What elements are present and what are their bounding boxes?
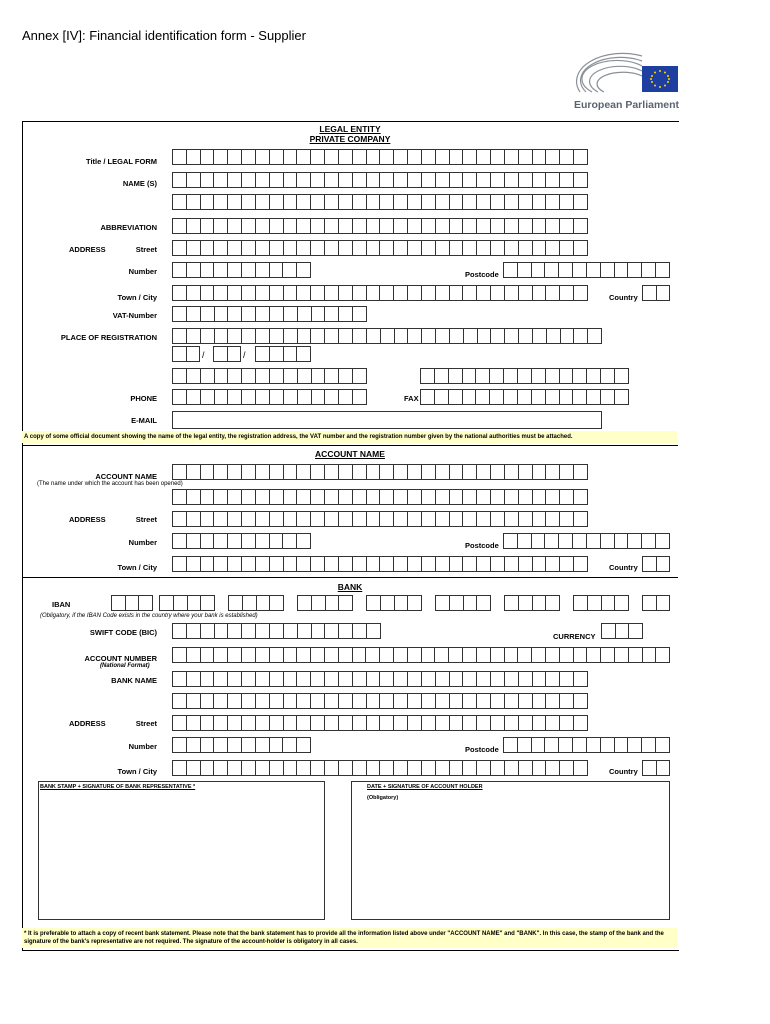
bank-town-city-field[interactable] bbox=[172, 760, 588, 776]
swift-field[interactable] bbox=[172, 623, 381, 639]
town-city-label: Town / City bbox=[117, 293, 157, 302]
bank-account-number-field[interactable] bbox=[172, 647, 670, 663]
iban-group-3[interactable] bbox=[228, 595, 284, 611]
legal-entity-note: A copy of some official document showing the name of the legal entity, the registration address, the VAT number and the registration number given by the national authorities must be attached. bbox=[22, 431, 677, 443]
fax-field[interactable] bbox=[420, 389, 629, 405]
title-legal-form-label: Title / LEGAL FORM bbox=[86, 157, 157, 166]
iban-label: IBAN bbox=[52, 600, 71, 609]
bank-name-label: BANK NAME bbox=[111, 676, 157, 685]
account-address-label: ADDRESS bbox=[69, 515, 106, 524]
currency-field[interactable] bbox=[601, 623, 643, 639]
iban-group-2[interactable] bbox=[159, 595, 215, 611]
signature-sublabel: (Obligatory) bbox=[367, 795, 399, 801]
bank-street-field[interactable] bbox=[172, 715, 588, 731]
iban-group-8[interactable] bbox=[573, 595, 629, 611]
phone-field[interactable] bbox=[172, 389, 367, 405]
bank-country-label: Country bbox=[609, 767, 638, 776]
place-of-registration-label: PLACE OF REGISTRATION bbox=[60, 333, 157, 342]
account-postcode-field[interactable] bbox=[503, 533, 670, 549]
registration-year-field[interactable] bbox=[255, 346, 311, 362]
iban-group-9[interactable] bbox=[642, 595, 670, 611]
iban-group-1[interactable] bbox=[111, 595, 153, 611]
account-name-heading: ACCOUNT NAME bbox=[315, 449, 385, 459]
logo-text: European Parliament bbox=[574, 99, 680, 111]
title-legal-form-field[interactable] bbox=[172, 149, 588, 165]
bank-name-field-2[interactable] bbox=[172, 693, 588, 709]
european-parliament-logo bbox=[572, 48, 682, 114]
bank-postcode-label: Postcode bbox=[465, 745, 499, 754]
fax-label: FAX bbox=[404, 394, 419, 403]
page-title: Annex [IV]: Financial identification form - Supplier bbox=[22, 28, 306, 43]
account-name-field-1[interactable] bbox=[172, 464, 588, 480]
vat-number-field[interactable] bbox=[172, 306, 367, 322]
bank-number-field[interactable] bbox=[172, 737, 311, 753]
account-country-field[interactable] bbox=[642, 556, 670, 572]
name-field-2[interactable] bbox=[172, 194, 588, 210]
place-of-registration-field[interactable] bbox=[172, 328, 602, 344]
bank-name-field-1[interactable] bbox=[172, 671, 588, 687]
registration-extra-field[interactable] bbox=[420, 368, 629, 384]
names-label: NAME (S) bbox=[122, 179, 157, 188]
bank-street-label: Street bbox=[135, 719, 157, 728]
iban-group-7[interactable] bbox=[504, 595, 560, 611]
abbreviation-label: ABBREVIATION bbox=[100, 223, 157, 232]
bank-account-number-label: ACCOUNT NUMBER bbox=[84, 654, 157, 663]
iban-group-4[interactable] bbox=[297, 595, 353, 611]
eu-flag-icon bbox=[642, 66, 678, 92]
account-holder-signature-box[interactable] bbox=[351, 781, 670, 920]
date-separator: / bbox=[202, 350, 205, 360]
currency-label: CURRENCY bbox=[553, 632, 596, 641]
name-field-1[interactable] bbox=[172, 172, 588, 188]
number-field[interactable] bbox=[172, 262, 311, 278]
phone-label: PHONE bbox=[130, 394, 157, 403]
legal-entity-heading: LEGAL ENTITY bbox=[319, 124, 381, 134]
bank-postcode-field[interactable] bbox=[503, 737, 670, 753]
email-field[interactable] bbox=[172, 411, 602, 429]
iban-group-5[interactable] bbox=[366, 595, 422, 611]
account-number-sublabel: (National Format) bbox=[100, 663, 150, 669]
bank-stamp-box[interactable] bbox=[38, 781, 325, 920]
country-label: Country bbox=[609, 293, 638, 302]
account-number-field[interactable] bbox=[172, 533, 311, 549]
swift-label: SWIFT CODE (BIC) bbox=[89, 628, 157, 637]
signature-title: DATE + SIGNATURE OF ACCOUNT HOLDER bbox=[367, 784, 483, 790]
account-street-field[interactable] bbox=[172, 511, 588, 527]
bank-number-label: Number bbox=[128, 742, 157, 751]
account-postcode-label: Postcode bbox=[465, 541, 499, 550]
street-field[interactable] bbox=[172, 240, 588, 256]
private-company-heading: PRIVATE COMPANY bbox=[309, 134, 391, 144]
registration-month-field[interactable] bbox=[213, 346, 241, 362]
section-divider bbox=[22, 577, 678, 578]
account-name-field-2[interactable] bbox=[172, 489, 588, 505]
bank-heading: BANK bbox=[337, 582, 363, 592]
account-town-city-field[interactable] bbox=[172, 556, 588, 572]
email-label: E-MAIL bbox=[131, 416, 157, 425]
bank-stamp-title: BANK STAMP + SIGNATURE OF BANK REPRESENTATIVE * bbox=[40, 784, 196, 790]
registration-day-field[interactable] bbox=[172, 346, 200, 362]
vat-number-label: VAT-Number bbox=[112, 311, 157, 320]
registration-number-field[interactable] bbox=[172, 368, 367, 384]
iban-sublabel: (Obligatory, if the IBAN Code exists in the country where your bank is established) bbox=[40, 613, 258, 619]
account-name-sublabel: (The name under which the account has been opened) bbox=[37, 481, 183, 487]
postcode-field[interactable] bbox=[503, 262, 670, 278]
account-street-label: Street bbox=[135, 515, 157, 524]
account-town-city-label: Town / City bbox=[117, 563, 157, 572]
number-label: Number bbox=[128, 267, 157, 276]
section-divider bbox=[22, 445, 678, 446]
abbreviation-field[interactable] bbox=[172, 218, 588, 234]
bank-country-field[interactable] bbox=[642, 760, 670, 776]
address-label: ADDRESS bbox=[69, 245, 106, 254]
parliament-emblem-icon bbox=[572, 48, 682, 98]
town-city-field[interactable] bbox=[172, 285, 588, 301]
bank-note: * It is preferable to attach a copy of recent bank statement. Please note that the bank statement has to provide all the information listed above under "ACCOUNT NAME" and "BANK". In this case, the stamp of the bank and the signature of the bank's representative are not required. The signature of the account-holder is obligatory in all cases. bbox=[22, 928, 677, 948]
date-separator: / bbox=[243, 350, 246, 360]
street-label: Street bbox=[135, 245, 157, 254]
iban-group-6[interactable] bbox=[435, 595, 491, 611]
account-country-label: Country bbox=[609, 563, 638, 572]
account-number-label: Number bbox=[128, 538, 157, 547]
country-field[interactable] bbox=[642, 285, 670, 301]
bank-town-city-label: Town / City bbox=[117, 767, 157, 776]
account-name-label: ACCOUNT NAME bbox=[95, 472, 157, 481]
postcode-label: Postcode bbox=[465, 270, 499, 279]
bank-address-label: ADDRESS bbox=[69, 719, 106, 728]
